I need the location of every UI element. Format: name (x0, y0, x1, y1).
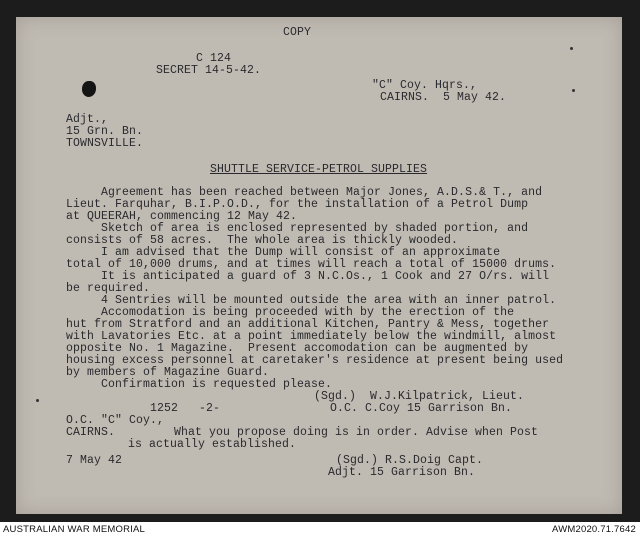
footer-accession-number: AWM2020.71.7642 (552, 524, 636, 535)
body-line: opposite No. 1 Magazine. Present accomodation can be augmented by (66, 342, 529, 355)
reply-text: What you propose doing is in order. Advise when Post (174, 426, 539, 439)
addressee-line: TOWNSVILLE. (66, 137, 144, 150)
body-line: 4 Sentries will be mounted outside the area with an inner patrol. (66, 294, 557, 307)
secret-date: SECRET 14-5-42. (156, 64, 262, 77)
signature-kilpatrick-title: O.C. C.Coy 15 Garrison Bn. (330, 402, 513, 415)
reference-number: C 124 (196, 52, 232, 65)
reply-reference: 1252 -2- (150, 402, 221, 415)
punch-hole (82, 81, 96, 97)
reply-addressee: CAIRNS. (66, 426, 116, 439)
paper-speck (570, 47, 573, 50)
signature-doig: (Sgd.) R.S.Doig Capt. (336, 454, 484, 467)
body-line: be required. (66, 282, 151, 295)
reply-text: is actually established. (128, 438, 297, 451)
from-place-date: CAIRNS. 5 May 42. (380, 91, 507, 104)
reply-addressee: O.C. "C" Coy., (66, 414, 165, 427)
copy-mark: COPY (283, 26, 312, 39)
addressee-line: 15 Grn. Bn. (66, 125, 144, 138)
body-line: at QUEERAH, commencing 12 May 42. (66, 210, 298, 223)
from-unit: "C" Coy. Hqrs., (372, 79, 478, 92)
body-line: housing excess personnel at caretaker's residence at present being used (66, 354, 564, 367)
body-line: total of 10,000 drums, and at times will reach a total of 15000 drums. (66, 258, 557, 271)
body-line: by members of Magazine Guard. (66, 366, 270, 379)
body-line: I am advised that the Dump will consist of an approximate (66, 246, 501, 259)
body-line: Accomodation is being proceeded with by the erection of the (66, 306, 515, 319)
body-line: with Lavatories Etc. at a point immediately below the windmill, almost (66, 330, 557, 343)
footer-institution: AUSTRALIAN WAR MEMORIAL (3, 524, 146, 535)
addressee-line: Adjt., (66, 113, 109, 126)
signature-kilpatrick: (Sgd.) W.J.Kilpatrick, Lieut. (314, 390, 525, 403)
subject-heading: SHUTTLE SERVICE-PETROL SUPPLIES (210, 163, 428, 176)
body-line: consists of 58 acres. The whole area is thickly wooded. (66, 234, 459, 247)
body-line: hut from Stratford and an additional Kitchen, Pantry & Mess, together (66, 318, 550, 331)
body-line: Agreement has been reached between Major Jones, A.D.S.& T., and (66, 186, 543, 199)
paper-speck (36, 399, 39, 402)
paper-speck (572, 89, 575, 92)
body-line: Lieut. Farquhar, B.I.P.O.D., for the installation of a Petrol Dump (66, 198, 529, 211)
signature-doig-title: Adjt. 15 Garrison Bn. (328, 466, 476, 479)
body-line: Confirmation is requested please. (66, 378, 333, 391)
body-line: Sketch of area is enclosed represented by shaded portion, and (66, 222, 529, 235)
body-line: It is anticipated a guard of 3 N.C.Os., 1 Cook and 27 O/rs. will (66, 270, 550, 283)
reply-date: 7 May 42 (66, 454, 123, 467)
document-page (16, 17, 622, 514)
